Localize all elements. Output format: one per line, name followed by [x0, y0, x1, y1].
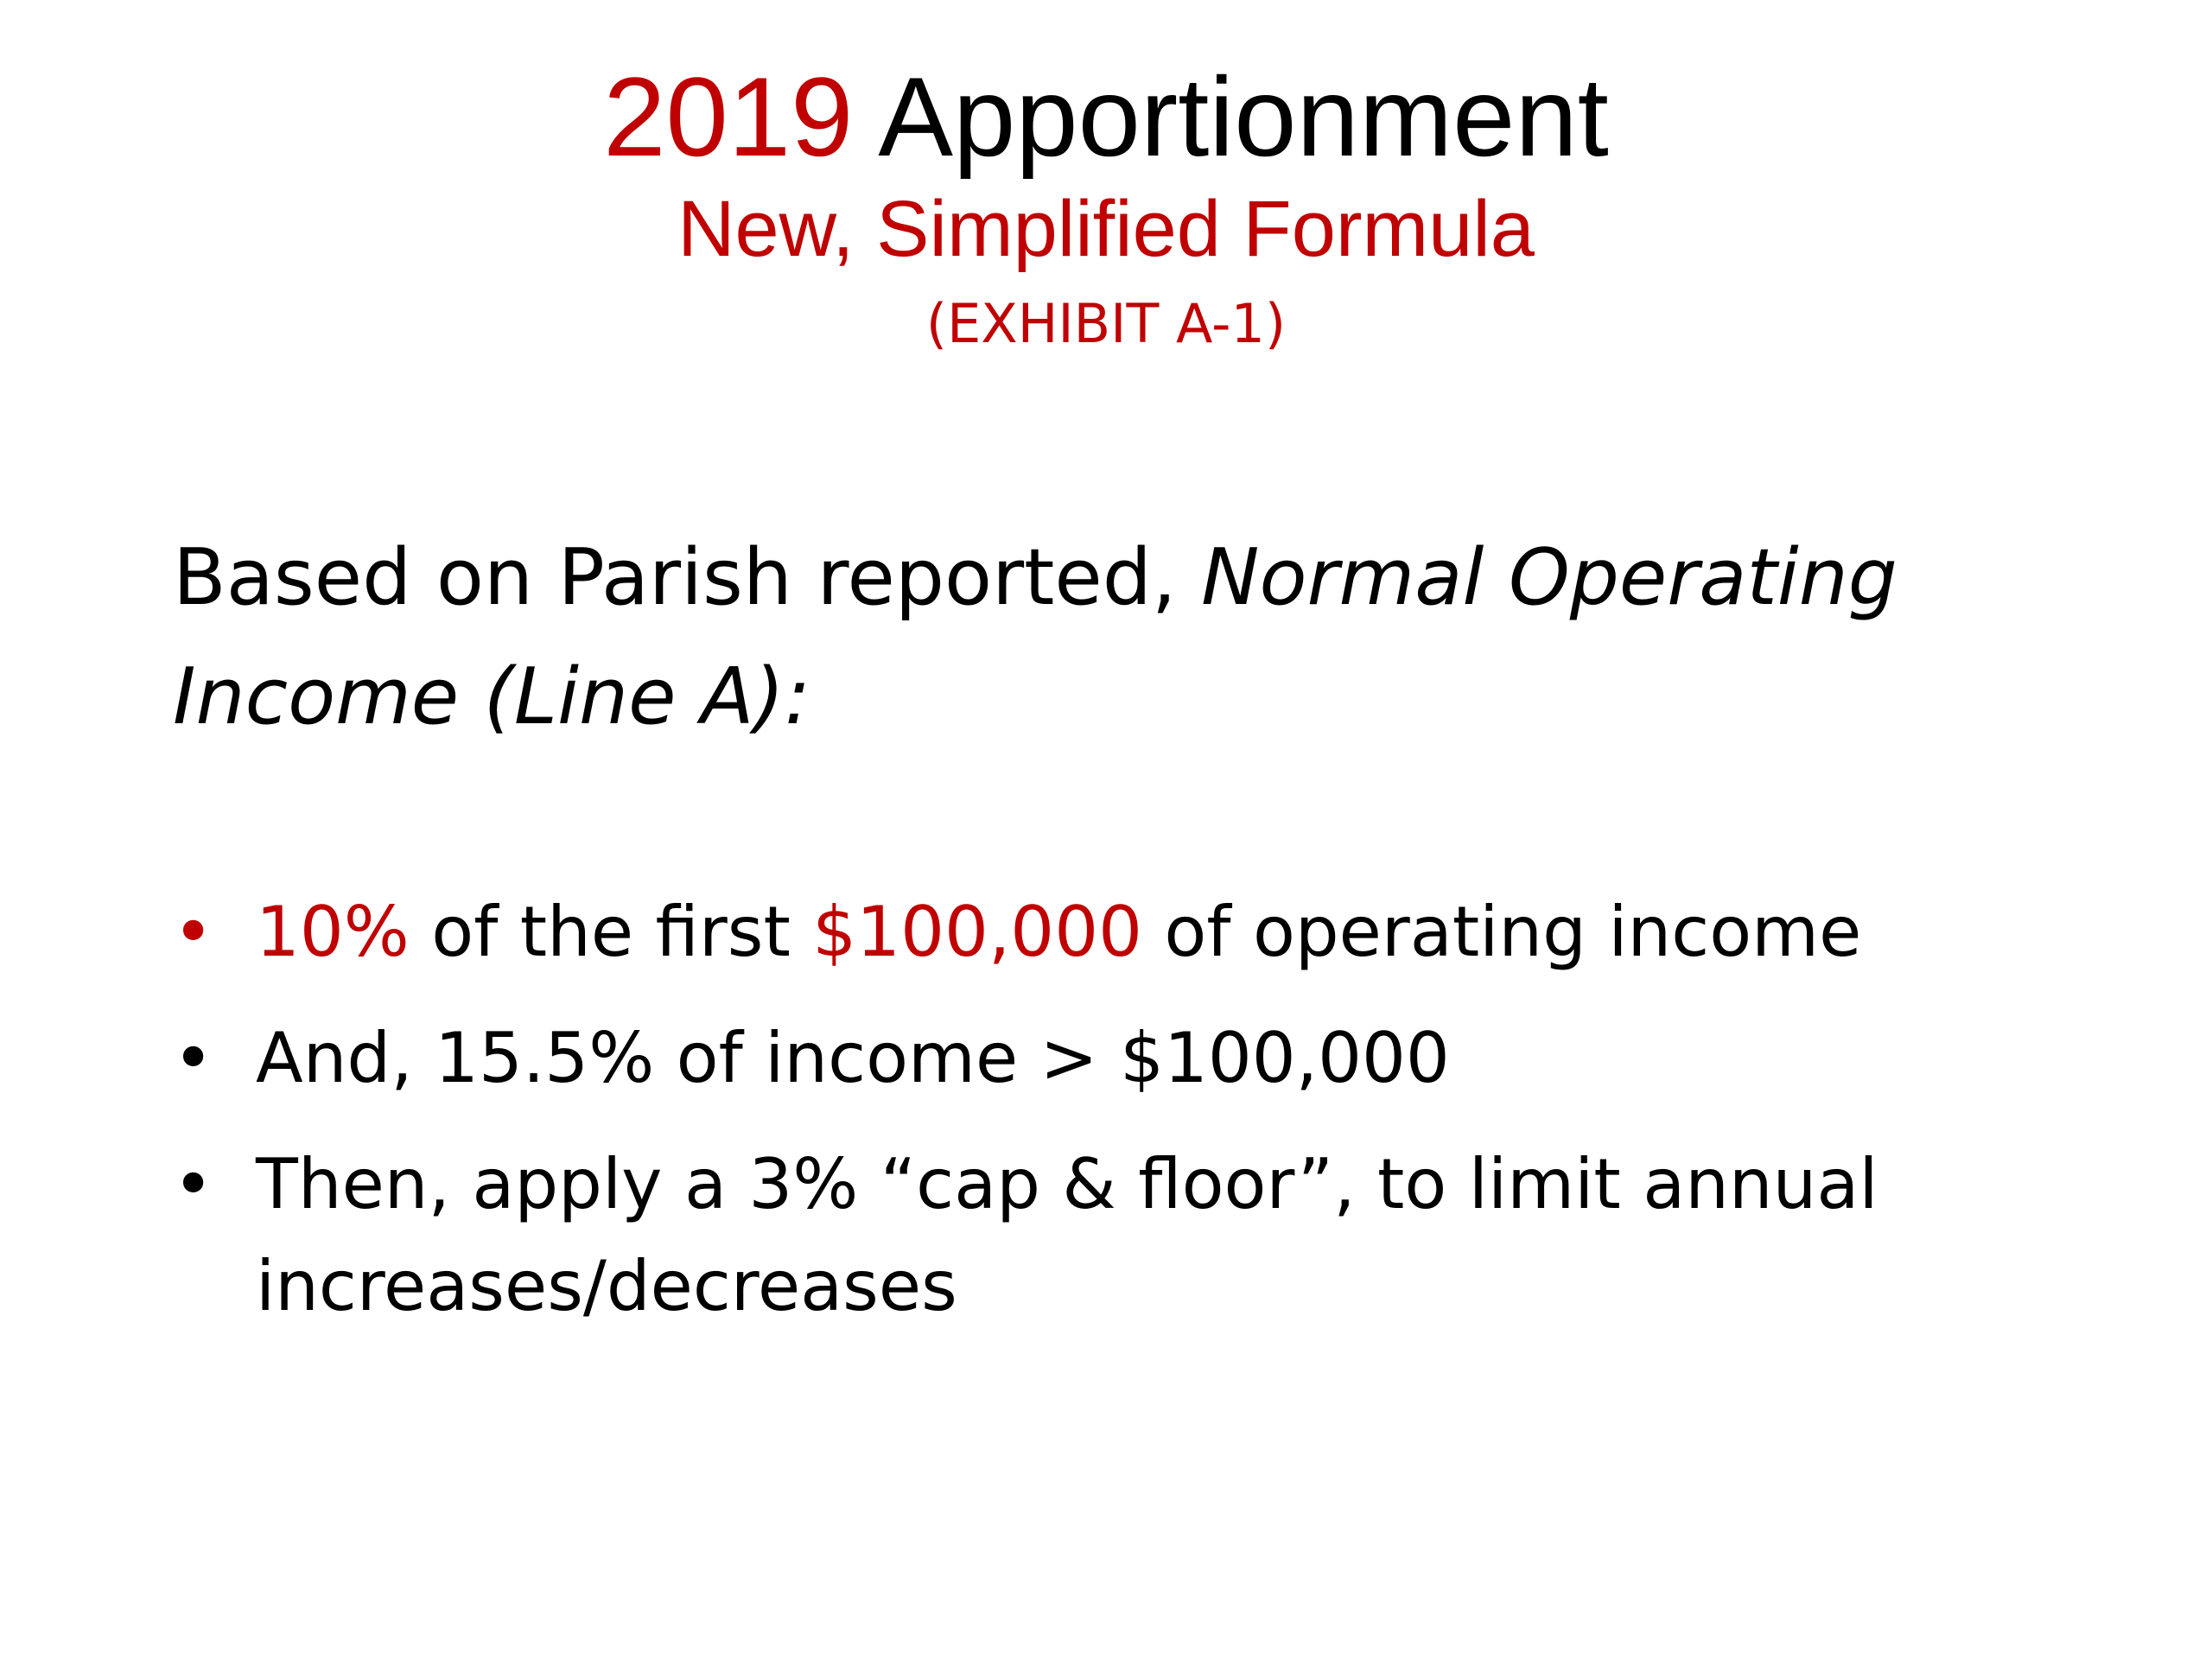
bullet-1-text-b: of operating income	[1141, 892, 1862, 972]
bullet-marker: •	[173, 1144, 214, 1224]
bullet-1-amount: $100,000	[812, 892, 1142, 972]
intro-text	[173, 518, 2074, 757]
intro-italic: Normal Operating Income (Line A):	[173, 532, 1897, 742]
exhibit-label: (EXHIBIT A-1)	[925, 292, 1287, 355]
bullet-1-text-a: of the first	[409, 892, 813, 972]
bullet-item-1	[173, 881, 2074, 983]
page-title	[0, 52, 2212, 181]
bullet-2-text: And, 15.5% of income > $100,000	[256, 1018, 1450, 1098]
page-subtitle: New, Simplified Formula	[677, 185, 1535, 273]
bullet-marker: •	[173, 1018, 214, 1098]
bullet-marker: •	[173, 892, 214, 972]
title-word: Apportionment	[878, 54, 1609, 180]
bullet-item-3	[173, 1134, 2074, 1338]
bullet-1-rate: 10%	[256, 892, 410, 972]
bullet-3-text: Then, apply a 3% “cap & floor”, to limit annual increases/decreases	[256, 1144, 1878, 1326]
bullet-item-2	[173, 1007, 2074, 1109]
bullet-list	[173, 881, 2074, 1362]
title-block	[0, 52, 2212, 363]
title-year: 2019	[603, 54, 854, 180]
intro-plain: Based on Parish reported,	[173, 532, 1202, 623]
